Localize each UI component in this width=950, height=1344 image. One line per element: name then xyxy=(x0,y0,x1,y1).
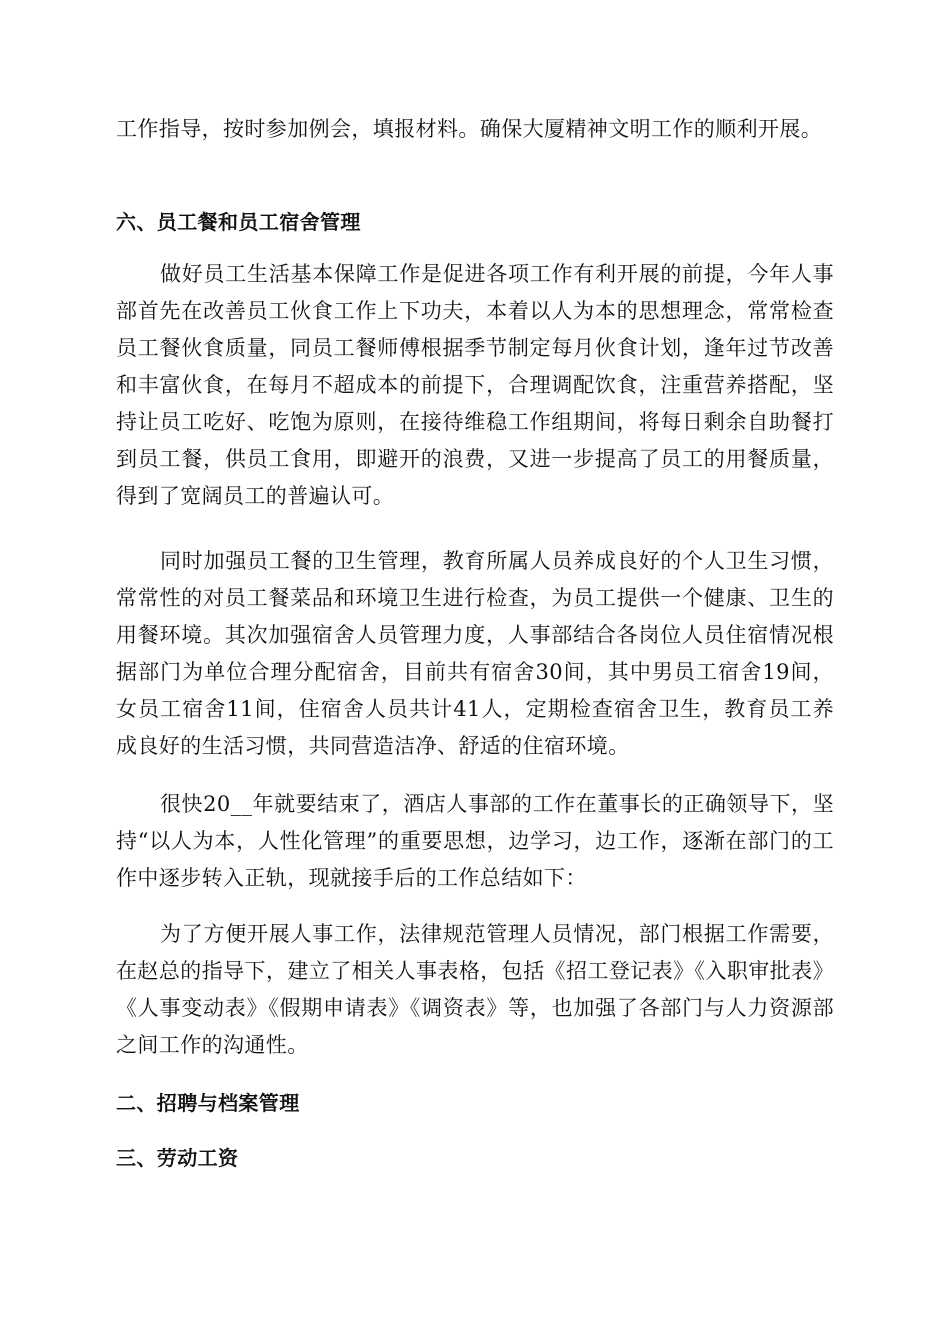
section-heading-three: 三、劳动工资 xyxy=(116,1146,239,1170)
section-heading-two: 二、招聘与档案管理 xyxy=(116,1091,300,1115)
paragraph-hygiene-dormitory: 同时加强员工餐的卫生管理，教育所属人员养成良好的个人卫生习惯，常常性的对员工餐菜品和环境卫生进行检查，为员工提供一个健康、卫生的用餐环境。其次加强宿舍人员管理力度，人事部结合各岗位人员住宿情况根据部门为单位合理分配宿舍，目前共有宿舍30间，其中男员工宿舍19间，女员工宿舍11间，住宿舍人员共计41人，定期检查宿舍卫生，教育员工养成良好的生活习惯，共同营造洁净、舒适的住宿环境。 xyxy=(116,549,834,758)
paragraph-personnel-forms: 为了方便开展人事工作，法律规范管理人员情况，部门根据工作需要，在赵总的指导下，建立了相关人事表格，包括《招工登记表》《入职审批表》《人事变动表》《假期申请表》《调资表》等，也加强了各部门与人力资源部之间工作的沟通性。 xyxy=(116,922,834,1057)
paragraph-staff-meals: 做好员工生活基本保障工作是促进各项工作有利开展的前提，今年人事部首先在改善员工伙食工作上下功夫，本着以人为本的思想理念，常常检查员工餐伙食质量，同员工餐师傅根据季节制定每月伙食计划，逢年过节改善和丰富伙食，在每月不超成本的前提下，合理调配饮食，注重营养搭配，坚持让员工吃好、吃饱为原则，在接待维稳工作组期间，将每日剩余自助餐打到员工餐，供员工食用，即避开的浪费，又进一步提高了员工的用餐质量，得到了宽阔员工的普遍认可。 xyxy=(116,262,834,508)
paragraph-year-summary: 很快20__年就要结束了，酒店人事部的工作在董事长的正确领导下，坚持“以人为本，人性化管理”的重要思想，边学习，边工作，逐渐在部门的工作中逐步转入正轨，现就接手后的工作总结如下： xyxy=(116,792,834,890)
section-heading-six: 六、员工餐和员工宿舍管理 xyxy=(116,210,361,234)
continued-paragraph: 工作指导，按时参加例会，填报材料。确保大厦精神文明工作的顺利开展。 xyxy=(116,117,823,141)
